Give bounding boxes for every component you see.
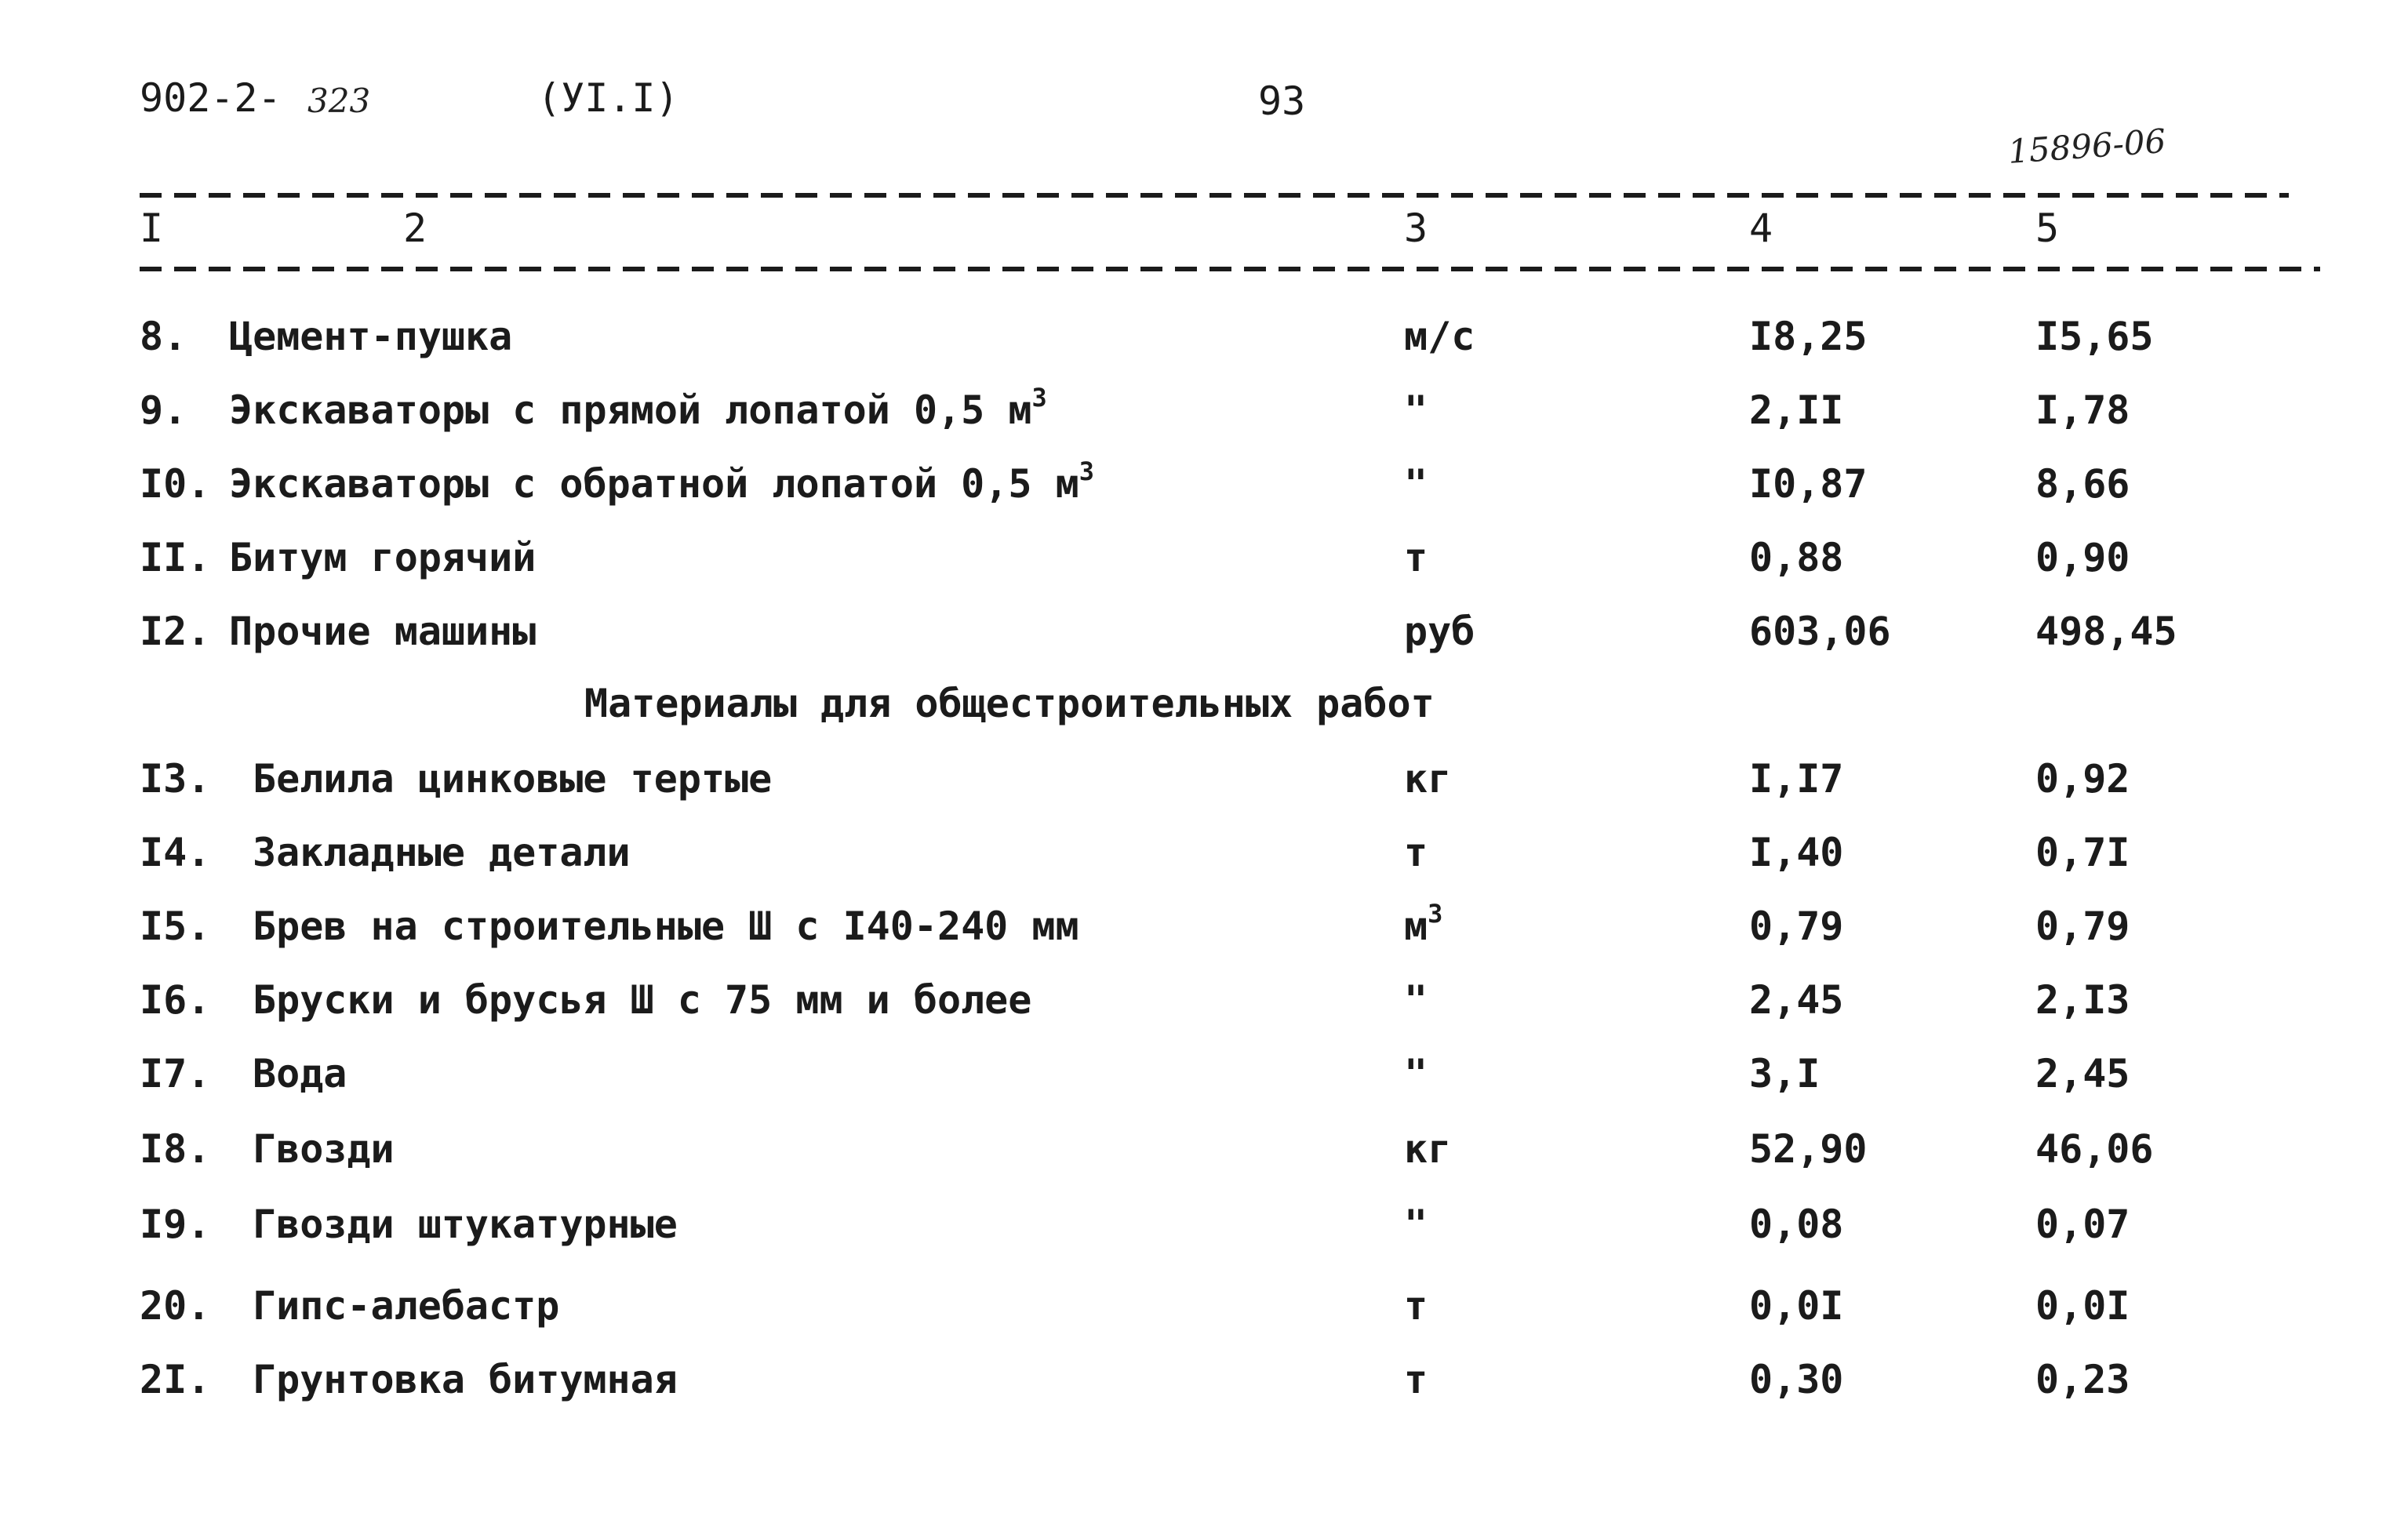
row-number: I9.	[140, 1202, 211, 1247]
row-name: Белила цинковые тертые	[253, 756, 773, 802]
row-value-col5: 0,07	[2035, 1202, 2130, 1247]
row-unit: "	[1404, 387, 1428, 433]
row-name: Грунтовка битумная	[253, 1357, 678, 1402]
row-name: Бруски и брусья Ш с 75 мм и более	[253, 977, 1032, 1023]
table-rule-top	[140, 193, 2289, 198]
table-row	[0, 1283, 2408, 1354]
row-value-col5: 0,0I	[2035, 1283, 2130, 1329]
inventory-stamp-handwritten: 15896-06	[2006, 122, 2167, 171]
row-value-col5: I,78	[2035, 387, 2130, 433]
row-unit	[1404, 899, 1443, 949]
document-code-handwritten: 323	[307, 82, 371, 120]
row-value-col5: 46,06	[2035, 1126, 2154, 1172]
row-unit-superscript: 3	[1428, 899, 1443, 929]
row-name-text: Экскаваторы с обратной лопатой 0,5 м	[229, 461, 1079, 507]
row-name: Гипс-алебастр	[253, 1283, 560, 1329]
row-value-col4: I0,87	[1749, 461, 1868, 507]
row-value-col4: I,I7	[1749, 756, 1844, 802]
sheet-label: (УI.I)	[537, 75, 679, 121]
row-name: Битум горячий	[229, 535, 537, 580]
column-header-4: 4	[1749, 205, 1773, 251]
row-name	[229, 456, 1094, 507]
table-row	[0, 1357, 2408, 1427]
table-row	[0, 977, 2408, 1048]
row-number: I4.	[140, 830, 211, 875]
row-unit: т	[1404, 1357, 1428, 1402]
table-row	[0, 899, 2408, 974]
row-value-col4: I,40	[1749, 830, 1844, 875]
row-value-col5: 0,23	[2035, 1357, 2130, 1402]
table-row	[0, 383, 2408, 458]
row-value-col5: 0,7I	[2035, 830, 2130, 875]
row-name-superscript: 3	[1031, 383, 1047, 413]
row-name	[229, 383, 1047, 433]
row-number: I0.	[140, 461, 211, 507]
row-unit: "	[1404, 1202, 1428, 1247]
row-value-col5: 498,45	[2035, 609, 2177, 654]
row-name-superscript: 3	[1079, 456, 1094, 486]
row-unit: "	[1404, 1051, 1428, 1096]
column-header-2: 2	[403, 205, 427, 251]
row-unit: м/с	[1404, 314, 1475, 359]
row-value-col4: 2,45	[1749, 977, 1844, 1023]
column-header-5: 5	[2035, 205, 2060, 251]
row-value-col5: 8,66	[2035, 461, 2130, 507]
row-unit: кг	[1404, 1126, 1452, 1172]
row-unit-text: м	[1404, 904, 1428, 949]
section-title: Материалы для общестроительных работ	[584, 681, 1435, 726]
row-unit: кг	[1404, 756, 1452, 802]
column-header-3: 3	[1404, 205, 1428, 251]
row-number: I7.	[140, 1051, 211, 1096]
row-unit: "	[1404, 977, 1428, 1023]
row-value-col4: 0,30	[1749, 1357, 1844, 1402]
table-row	[0, 535, 2408, 605]
row-number: I2.	[140, 609, 211, 654]
row-value-col5: 2,I3	[2035, 977, 2130, 1023]
row-name: Цемент-пушка	[229, 314, 513, 359]
row-number: I3.	[140, 756, 211, 802]
document-code: 902-2-	[140, 75, 282, 121]
row-name: Вода	[253, 1051, 347, 1096]
row-number: I5.	[140, 904, 211, 949]
table-row	[0, 830, 2408, 900]
row-value-col4: 0,88	[1749, 535, 1844, 580]
row-number: I8.	[140, 1126, 211, 1172]
row-value-col5: I5,65	[2035, 314, 2154, 359]
row-value-col4: 0,0I	[1749, 1283, 1844, 1329]
table-row	[0, 609, 2408, 679]
row-value-col4: 603,06	[1749, 609, 1891, 654]
row-name: Прочие машины	[229, 609, 537, 654]
row-number: I6.	[140, 977, 211, 1023]
row-unit: т	[1404, 1283, 1428, 1329]
row-number: II.	[140, 535, 211, 580]
row-number: 2I.	[140, 1357, 211, 1402]
table-row	[0, 314, 2408, 384]
row-number: 8.	[140, 314, 187, 359]
row-value-col5: 0,90	[2035, 535, 2130, 580]
row-value-col4: 0,08	[1749, 1202, 1844, 1247]
row-unit: "	[1404, 461, 1428, 507]
row-value-col5: 0,92	[2035, 756, 2130, 802]
row-value-col4: I8,25	[1749, 314, 1868, 359]
row-number: 20.	[140, 1283, 211, 1329]
row-name: Гвозди штукатурные	[253, 1202, 678, 1247]
table-row	[0, 1126, 2408, 1197]
row-number: 9.	[140, 387, 187, 433]
row-name: Закладные детали	[253, 830, 631, 875]
row-name: Брев на строительные Ш с I40-240 мм	[253, 904, 1079, 949]
row-value-col5: 0,79	[2035, 904, 2130, 949]
row-value-col4: 52,90	[1749, 1126, 1868, 1172]
row-value-col5: 2,45	[2035, 1051, 2130, 1096]
table-rule-header-bottom	[140, 267, 2320, 271]
row-unit: руб	[1404, 609, 1475, 654]
column-header-1: I	[140, 205, 164, 251]
row-name: Гвозди	[253, 1126, 395, 1172]
row-unit: т	[1404, 535, 1428, 580]
row-name-text: Экскаваторы с прямой лопатой 0,5 м	[229, 387, 1032, 433]
table-row	[0, 1202, 2408, 1272]
row-value-col4: 3,I	[1749, 1051, 1821, 1096]
page-number: 93	[1258, 78, 1306, 124]
row-unit: т	[1404, 830, 1428, 875]
row-value-col4: 0,79	[1749, 904, 1844, 949]
row-value-col4: 2,II	[1749, 387, 1844, 433]
table-row	[0, 456, 2408, 532]
table-row	[0, 1051, 2408, 1122]
table-row	[0, 756, 2408, 827]
